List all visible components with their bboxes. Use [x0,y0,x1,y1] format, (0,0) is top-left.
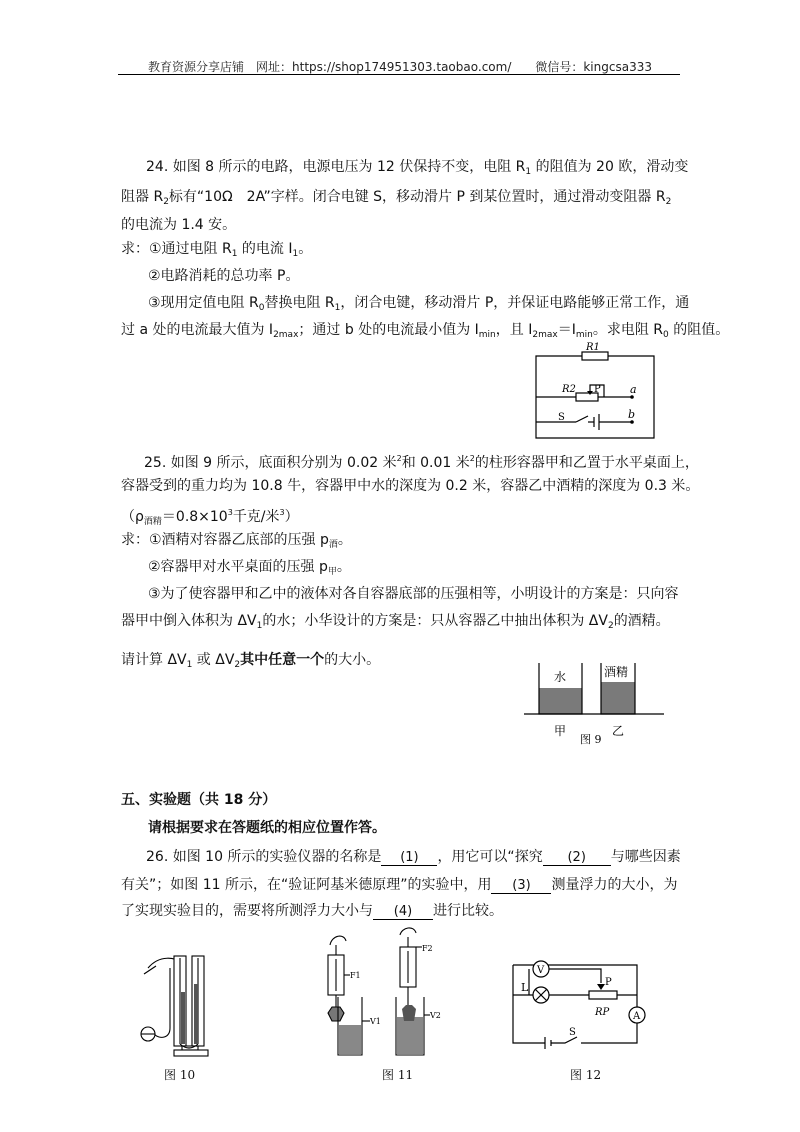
fig9-water [539,688,582,714]
q24-line1: 24. 如图 8 所示的电路，电源电压为 12 伏保持不变，电阻 $R_1$ 的阻值为 20 欧，滑动变 [146,159,689,177]
fig9-water-label: 水 [554,670,567,684]
fig12-v-label: V [537,965,545,976]
q25-line4: 求：①酒精对容器乙底部的压强 $p_酒$。 [121,532,352,550]
fig11-f1-label: F1 [350,971,361,980]
fig9-jia-label: 甲 [554,724,567,738]
fig12-p-label: P [605,977,612,988]
q25-line2: 容器受到的重力均为 10.8 牛，容器甲中水的深度为 0.2 米，容器乙中酒精的深度为 0.3 米。 [121,478,700,494]
q24-line4: 求：①通过电阻 $R_1$ 的电流 $I_1$。 [121,241,313,259]
fig8-s-label: S [558,412,565,423]
q26-line2: 有关”；如图 11 所示，在“验证阿基米德原理”的实验中，用 (3) 测量浮力的大小，为 [121,877,678,893]
q25-line7: 器甲中倒入体积为 $\Delta V_1$的水；小华设计的方案是：只从容器乙中抽出体积为 $\Delta V_2$的酒精。 [121,613,670,631]
fig9-caption: 图 9 [580,733,602,746]
q26-line3: 了实现实验目的，需要将所测浮力大小与 (4) 进行比较。 [121,903,503,919]
fig10-caption: 图 10 [164,1068,196,1082]
fig11-v1-label: V1 [370,1017,381,1026]
q24-line6: ③现用定值电阻 $R_0$替换电阻 $R_1$，闭合电键，移动滑片 P，并保证电路能够正常工作，通 [148,295,690,313]
q24-line2: 阻器 $R_2$标有“10Ω 2A”字样。闭合电键 S，移动滑片 P 到某位置时，通过滑动变阻器 $R_2$ [121,189,672,207]
page-header: 教育资源分享店铺 网址：https://shop174951303.taobao.com/ 微信号：kingcsa333 [148,60,652,74]
fig12-s-label: S [569,1027,576,1038]
answer-blank-3[interactable]: (3) [491,879,551,894]
fig9-yi-label: 乙 [612,724,625,738]
fig8-p-label: P [594,384,601,395]
section5-title: 五、实验题（共 18 分） [121,792,277,808]
header-rule [118,74,680,75]
q26-line1: 26. 如图 10 所示的实验仪器的名称是 (1) ，用它可以“探究 (2) 与哪些因素 [146,849,681,865]
q25-line3: （$\rho_{酒精}=0.8\times 10^3$千克/米$^3$） [121,508,299,527]
fig9-alcohol-label: 酒精 [604,665,629,679]
q24-line3: 的电流为 1.4 安。 [121,217,237,233]
fig12-l-label: L [521,981,529,994]
fig8-b-label: b [628,408,636,421]
q24-line7: 过 a 处的电流最大值为 $I_{2max}$；通过 b 处的电流最小值为 $I_{min}$，且 $I_{2max}=I_{min}$。求电阻 $R_0$ 的阻值。 [121,322,730,340]
answer-blank-4[interactable]: (4) [373,905,433,920]
fig12-circuit [505,955,665,1055]
fig11-f2-label: F2 [422,944,433,953]
fig10-manometer [130,948,220,1058]
q25-line8: 请计算 $\Delta V_1$ 或 $\Delta V_2$其中任意一个的大小。 [121,652,381,670]
fig9-alcohol [601,682,635,714]
fig12-a-label: A [633,1011,641,1022]
section5-instruction: 请根据要求在答题纸的相应位置作答。 [148,820,386,836]
q25-line1: 25. 如图 9 所示，底面积分别为 0.02 米$^2$和 0.01 米$^2$的柱形容器甲和乙置于水平桌面上， [144,454,699,471]
fig11-caption: 图 11 [382,1068,414,1082]
fig8-circuit [520,340,670,440]
q25-line6: ③为了使容器甲和乙中的液体对各自容器底部的压强相等，小明设计的方案是：只向容 [148,586,679,602]
fig11-archimedes [310,925,450,1065]
answer-blank-1[interactable]: (1) [381,851,437,866]
fig8-r1-label: R1 [586,342,600,353]
q25-line5: ②容器甲对水平桌面的压强 $p_甲$。 [148,559,351,577]
fig8-r2-label: R2 [562,384,576,395]
fig12-caption: 图 12 [570,1068,602,1082]
fig11-v2-label: V2 [430,1011,441,1020]
q24-line5: ②电路消耗的总功率 P。 [148,268,300,284]
fig8-a-label: a [630,383,637,396]
fig9-containers [524,660,674,750]
fig12-rp-label: RP [595,1007,610,1018]
answer-blank-2[interactable]: (2) [543,851,611,866]
